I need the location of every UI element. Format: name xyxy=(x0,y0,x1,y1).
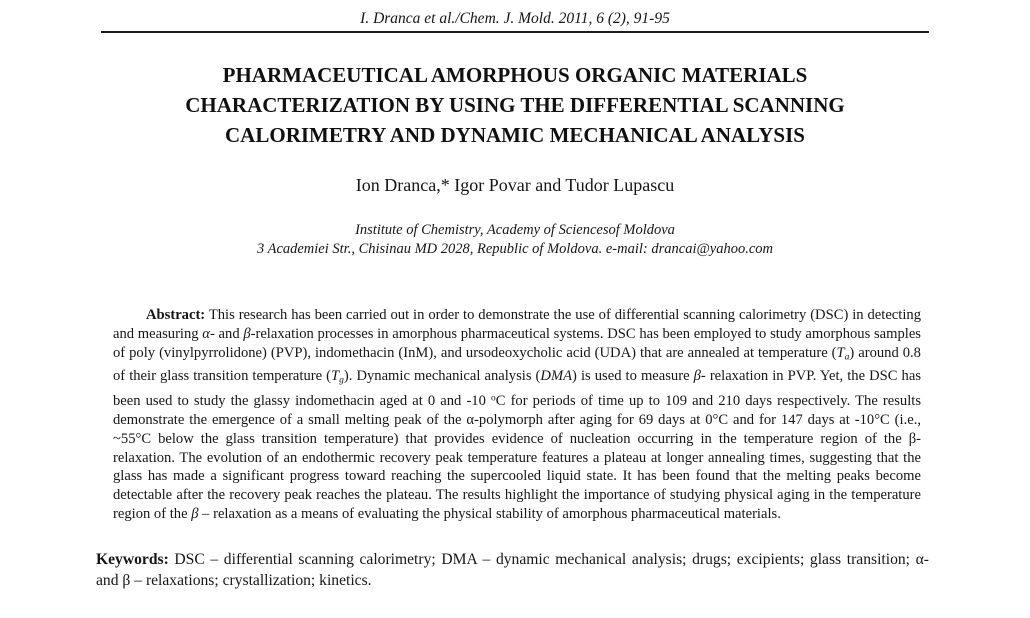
affiliation-line-2: 3 Academiei Str., Chisinau MD 2028, Republic of Moldova. e-mail: drancai@yahoo.com xyxy=(256,241,774,257)
title-line-1: PHARMACEUTICAL AMORPHOUS ORGANIC MATERIALS xyxy=(222,63,808,87)
title-line-3: CALORIMETRY AND DYNAMIC MECHANICAL ANALYSIS xyxy=(225,123,805,147)
keywords-text: DSC – differential scanning calorimetry; DMA – dynamic mechanical analysis; drugs; excipients; glass transition; α- and β – relaxations; crystallization; kinetics. xyxy=(96,550,929,589)
keywords-paragraph xyxy=(96,549,929,591)
header-rule xyxy=(101,31,929,33)
abstract-text: This research has been carried out in order to demonstrate the use of differential scanning calorimetry (DSC) in detecting and measuring α- and β-relaxation processes in amorphous pharmaceutical systems. DSC has been employed to study amorphous samples of poly (vinylpyrrolidone) (PVP), indomethacin (InM), and ursodeoxycholic acid (UDA) that are annealed at temperature (Ta) around 0.8 of their glass transition temperature (Tg). Dynamic mechanical analysis (DMA) is used to measure β- relaxation in PVP. Yet, the DSC has been used to study the glassy indomethacin aged at 0 and -10 $^o$C for periods of time up to 109 and 210 days respectively. The results demonstrate the emergence of a small melting peak of the α-polymorph after aging for 69 days at 0°C and for 147 days at -10°C (i.e., ~55°C below the glass transition temperature) that provides evidence of nucleation occurring in the temperature region of the β-relaxation. The evolution of an endothermic recovery peak temperature features a plateau at longer annealing times, suggesting that the glass has made a significant progress toward reaching the supercooled liquid state. It has been found that the melting peaks become detectable after the recovery peak reaches the plateau. The results highlight the importance of studying physical aging in the temperature region of the β – relaxation as a means of evaluating the physical stability of amorphous pharmaceutical materials. xyxy=(113,307,922,522)
running-head: I. Dranca et al./Chem. J. Mold. 2011, 6 (2), 91-95 xyxy=(360,10,670,27)
affiliation-line-1: Institute of Chemistry, Academy of Sciencesof Moldova xyxy=(355,222,675,238)
affiliation-block xyxy=(101,221,929,259)
title-line-2: CHARACTERIZATION BY USING THE DIFFERENTIAL SCANNING xyxy=(185,93,845,117)
page-content xyxy=(96,0,929,591)
authors-line: Ion Dranca,* Igor Povar and Tudor Lupascu xyxy=(355,175,675,195)
keywords-label: Keywords: xyxy=(96,550,169,568)
abstract-paragraph xyxy=(113,306,921,524)
page-title xyxy=(101,60,929,150)
abstract-label: Abstract: xyxy=(146,307,206,323)
